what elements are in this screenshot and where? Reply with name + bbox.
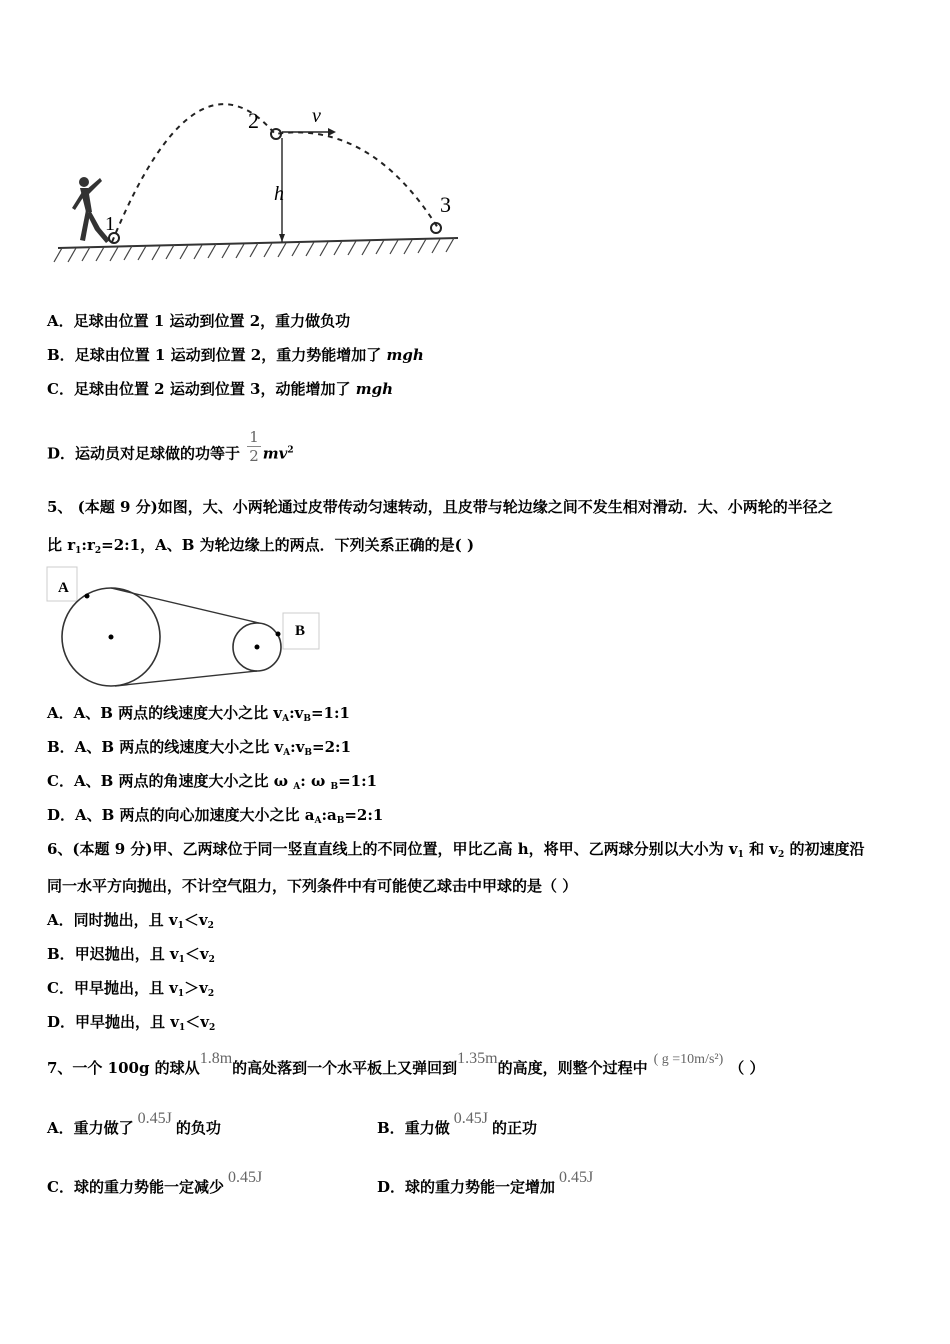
- q7-option-b: B．重力做0.45J的正功: [377, 1110, 537, 1137]
- q6-stem-line1: 6、(本题 9 分)甲、乙两球位于同一竖直直线上的不同位置，甲比乙高 h，将甲、乙两球分别以大小为 $v_1$ 和 $v_2$ 的初速度沿: [47, 840, 865, 860]
- q7-option-c: C．球的重力势能一定减少0.45J: [47, 1169, 263, 1196]
- q4-option-b: B．足球由位置 1 运动到位置 2，重力势能增加了 mgh: [47, 346, 424, 364]
- q5-option-a: A．A、B 两点的线速度大小之比 $v_A:v_B=1:1$: [47, 704, 350, 724]
- label-a: A: [58, 580, 69, 596]
- q6-option-d: D．甲早抛出，且 $v_1<v_2$: [47, 1013, 216, 1033]
- pulley-figure: [45, 565, 325, 693]
- q7-stem: 7、一个 100g 的球从1.8m的高处落到一个水平板上又弹回到1.35m的高度，则整个过程中 ( g =10m/s²) （ ）: [47, 1050, 765, 1077]
- label-v: v: [312, 105, 321, 127]
- label-h: h: [274, 183, 284, 205]
- large-wheel-center: [109, 635, 114, 640]
- label-b: B: [295, 623, 306, 639]
- q4-option-c: C．足球由位置 2 运动到位置 3，动能增加了 mgh: [47, 380, 393, 398]
- trajectory-curve: [112, 104, 438, 242]
- q5-option-c: C．A、B 两点的角速度大小之比 ω $_A$: ω $_B$=1:1: [47, 772, 378, 792]
- q7-option-a: A．重力做了0.45J的负功: [47, 1110, 221, 1137]
- q5-option-b: B．A、B 两点的线速度大小之比 $v_A:v_B=2:1$: [47, 738, 352, 758]
- small-wheel-center: [255, 645, 260, 650]
- point-b: [276, 632, 281, 637]
- q6-option-c: C．甲早抛出，且 $v_1>v_2$: [47, 979, 215, 999]
- belt-top: [111, 588, 259, 623]
- q6-stem-line2: 同一水平方向抛出，不计空气阻力，下列条件中有可能使乙球击中甲球的是（ ）: [47, 877, 578, 895]
- q7-option-d: D．球的重力势能一定增加0.45J: [377, 1169, 594, 1196]
- fraction-half: $\frac{1}{2}$: [249, 428, 259, 465]
- q4-option-d: D．运动员对足球做的功等于 $\frac{1}{2}$ $mv^2$: [47, 428, 294, 465]
- q5-stem-line1: 5、 (本题 9 分)如图，大、小两轮通过皮带传动匀速转动，且皮带与轮边缘之间不发生相对滑动．大、小两轮的半径之: [47, 498, 833, 516]
- q5-option-d: D．A、B 两点的向心加速度大小之比 $a_A:a_B=2:1$: [47, 806, 384, 826]
- q5-stem-line2: 比 $r_1:r_2=2:1$，A、B 为轮边缘上的两点．下列关系正确的是( ): [47, 536, 475, 556]
- point-a: [85, 594, 90, 599]
- q6-option-b: B．甲迟抛出，且 $v_1<v_2$: [47, 945, 215, 965]
- label-1: 1: [105, 213, 115, 235]
- label-2: 2: [248, 108, 259, 133]
- q4-option-a: A．足球由位置 1 运动到位置 2，重力做负功: [47, 312, 351, 330]
- q6-option-a: A．同时抛出，且 $v_1<v_2$: [47, 911, 214, 931]
- projectile-figure: [50, 100, 470, 270]
- label-3: 3: [440, 192, 451, 217]
